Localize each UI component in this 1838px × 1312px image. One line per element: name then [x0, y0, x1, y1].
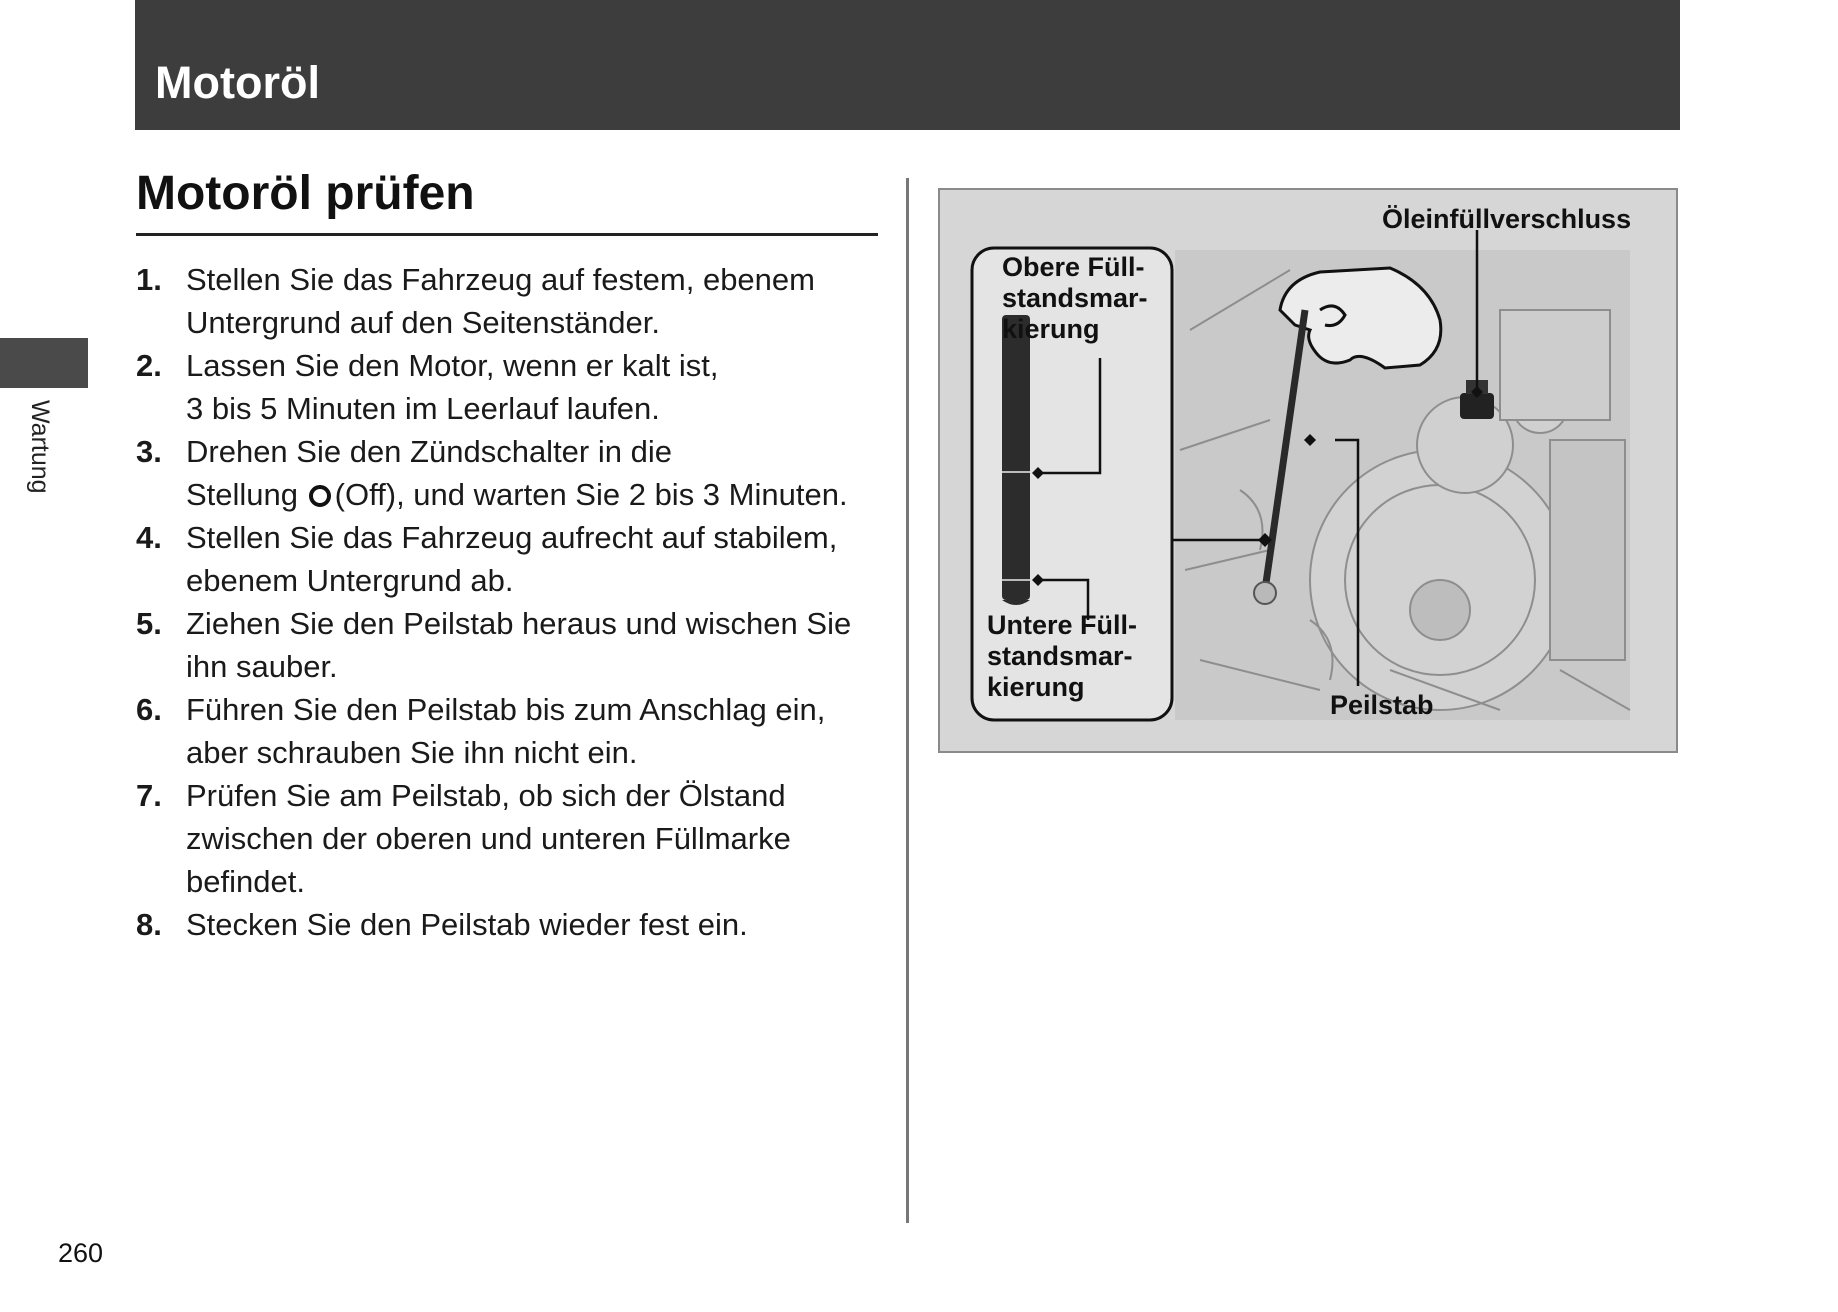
side-tab-label: Wartung	[26, 400, 54, 494]
step-number: 6.	[136, 692, 162, 727]
ignition-off-icon	[309, 485, 331, 507]
step-text: Stellen Sie das Fahrzeug aufrecht auf stabilem,	[186, 520, 838, 555]
section-title: Motoröl prüfen	[136, 167, 475, 220]
step-text: Stellung	[186, 477, 299, 512]
section-rule	[136, 233, 878, 236]
chapter-title: Motoröl	[155, 57, 320, 108]
step-number: 5.	[136, 606, 162, 641]
step-number: 8.	[136, 907, 162, 942]
step-text: Untergrund auf den Seitenständer.	[186, 305, 660, 340]
page-number: 260	[58, 1238, 104, 1268]
step-4	[136, 516, 896, 602]
lower-mark-label: Untere Füll- standsmar- kierung	[987, 610, 1138, 702]
step-text: Drehen Sie den Zündschalter in die	[186, 434, 672, 469]
step-text: Führen Sie den Peilstab bis zum Anschlag ein,	[186, 692, 826, 727]
step-text: (Off), und warten Sie 2 bis 3 Minuten.	[334, 477, 848, 512]
step-number: 7.	[136, 778, 162, 813]
dipstick-illustration	[938, 188, 1678, 753]
step-6	[136, 688, 896, 774]
steps-list	[136, 258, 896, 946]
step-text: Ziehen Sie den Peilstab heraus und wischen Sie	[186, 606, 852, 641]
side-tab-marker	[0, 338, 88, 388]
step-7	[136, 774, 896, 903]
dipstick-label: Peilstab	[1330, 690, 1434, 720]
upper-mark-label: Obere Füll- standsmar- kierung	[1002, 252, 1148, 344]
step-3	[136, 430, 896, 516]
step-number: 2.	[136, 348, 162, 383]
step-number: 4.	[136, 520, 162, 555]
step-text: zwischen der oberen und unteren Füllmarke	[186, 821, 791, 856]
step-text: aber schrauben Sie ihn nicht ein.	[186, 735, 638, 770]
step-text: 3 bis 5 Minuten im Leerlauf laufen.	[186, 391, 660, 426]
step-text: Stellen Sie das Fahrzeug auf festem, ebenem	[186, 262, 815, 297]
chapter-header	[135, 0, 1680, 130]
column-divider	[906, 178, 909, 1223]
step-text: ebenem Untergrund ab.	[186, 563, 514, 598]
step-number: 3.	[136, 434, 162, 469]
step-number: 1.	[136, 262, 162, 297]
step-text: Lassen Sie den Motor, wenn er kalt ist,	[186, 348, 719, 383]
step-1	[136, 258, 896, 344]
step-5	[136, 602, 896, 688]
dipstick-detail-icon	[1002, 315, 1030, 605]
step-8	[136, 903, 896, 946]
step-text: befindet.	[186, 864, 305, 899]
step-text: Stecken Sie den Peilstab wieder fest ein.	[186, 907, 748, 942]
step-text: ihn sauber.	[186, 649, 338, 684]
step-text: Prüfen Sie am Peilstab, ob sich der Ölstand	[186, 778, 786, 813]
step-2	[136, 344, 896, 430]
oil-filler-cap-label: Öleinfüllverschluss	[1382, 204, 1632, 234]
